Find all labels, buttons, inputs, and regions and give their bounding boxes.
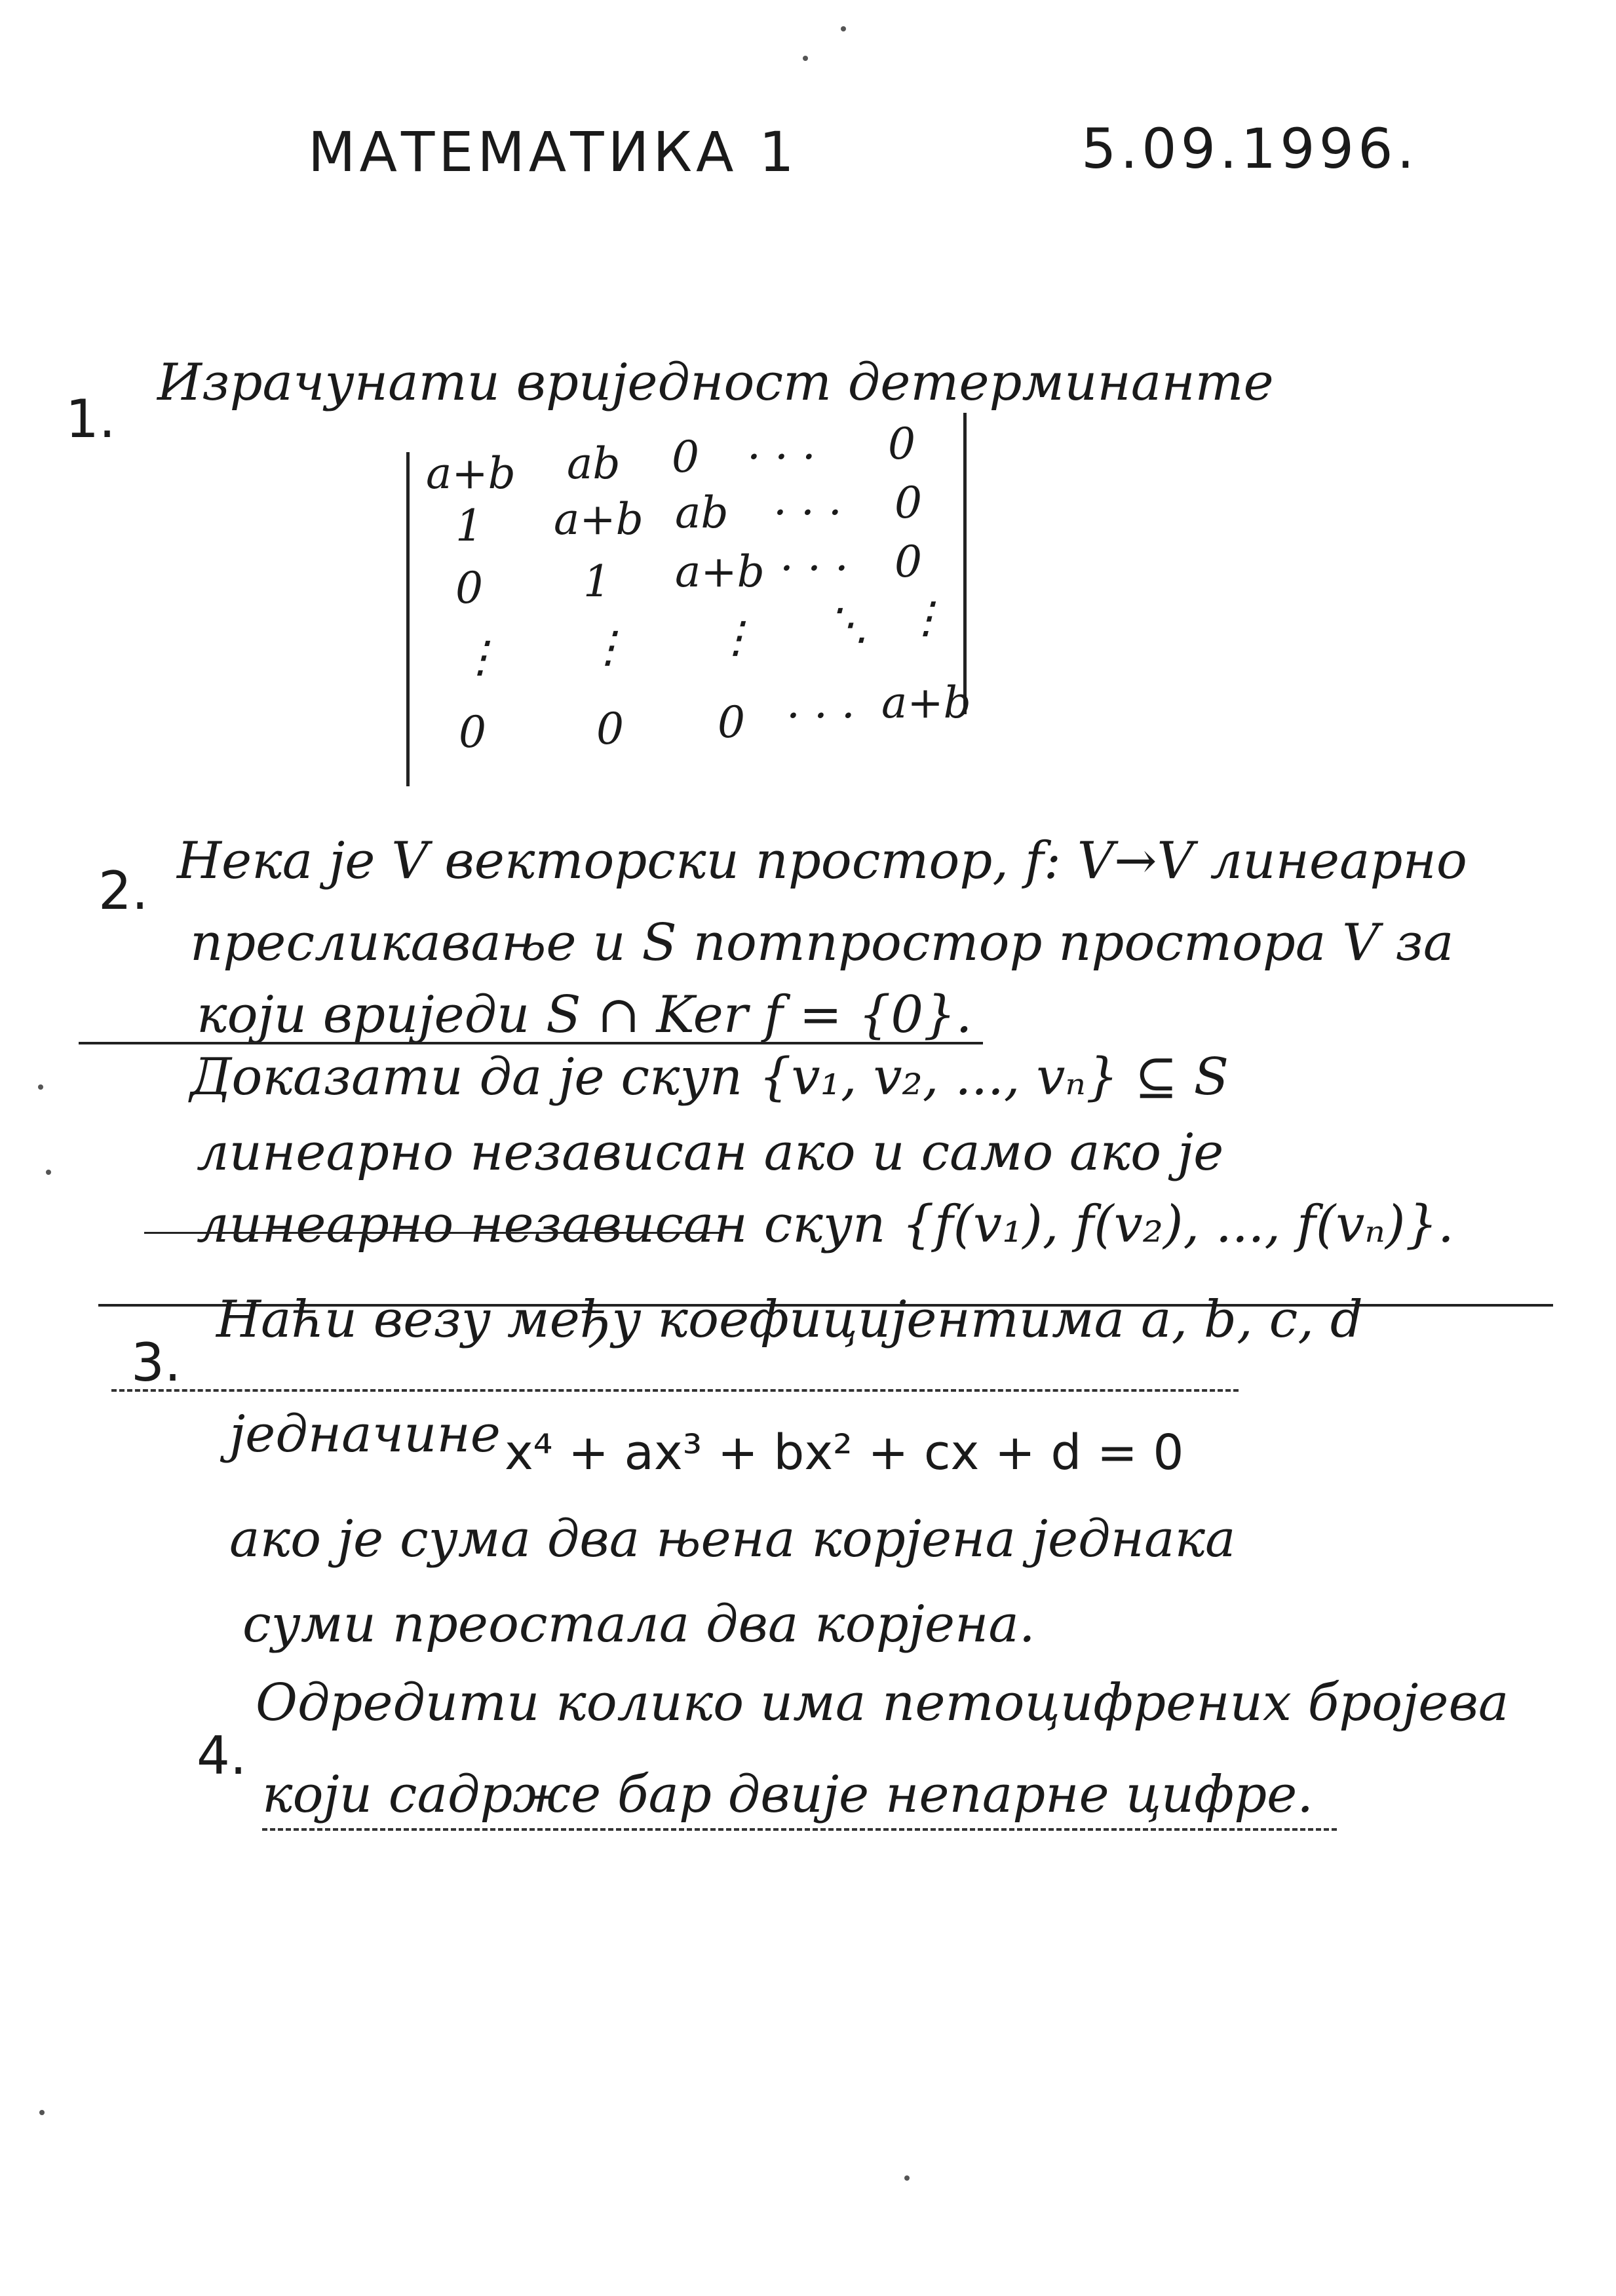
matrix-cell: 0 — [895, 537, 922, 587]
problem-4-underline — [262, 1828, 1337, 1831]
matrix-cell: 0 — [888, 419, 915, 469]
scan-speck — [46, 1170, 51, 1175]
matrix-cell: · · · — [786, 691, 855, 741]
problem-3-line-1: Наћи везу међу коефицијентима a, b, c, d — [216, 1290, 1363, 1349]
scan-speck — [841, 26, 846, 31]
problem-4-line-2: који садрже бар двије непарне цифре. — [262, 1765, 1314, 1824]
problem-2-line-5: линеарно независан ако и само ако је — [197, 1123, 1224, 1182]
matrix-cell: ab — [675, 488, 729, 538]
scan-speck — [904, 2175, 910, 2181]
determinant-right-bar — [963, 413, 967, 714]
matrix-cell: 0 — [596, 704, 624, 754]
scan-speck — [38, 1084, 43, 1090]
matrix-cell: 0 — [455, 563, 483, 613]
problem-3-number: 3. — [131, 1332, 182, 1393]
matrix-cell: · · · — [773, 488, 842, 538]
matrix-cell: 0 — [895, 478, 922, 528]
problem-4-line-1: Одредити колико има петоцифрених бројева — [256, 1674, 1509, 1732]
problem-3-line-4: ако је сума два њена корјена једнака — [229, 1510, 1236, 1569]
problem-4-number: 4. — [197, 1725, 247, 1786]
problem-2-strikethrough — [144, 1232, 721, 1234]
determinant-left-bar — [406, 452, 410, 786]
scan-speck — [39, 2110, 45, 2115]
problem-1-number: 1. — [66, 389, 116, 450]
matrix-cell: · · · — [780, 543, 849, 594]
matrix-cell: a+b — [554, 494, 644, 545]
determinant-matrix — [393, 406, 970, 773]
problem-2-line-6: линеарно независан скуп {f(v₁), f(v₂), ..., f(vₙ)}. — [197, 1195, 1454, 1254]
matrix-cell: ⋱ — [826, 599, 869, 649]
problem-3-equation: x⁴ + ax³ + bx² + cx + d = 0 — [505, 1425, 1184, 1481]
problem-3-line-2: једначине — [229, 1405, 501, 1464]
problem-2-separator-line — [79, 1042, 983, 1044]
matrix-cell: a+b — [881, 678, 971, 728]
matrix-cell: a+b — [675, 546, 765, 597]
scan-speck — [803, 56, 808, 61]
matrix-cell: ⋮ — [904, 592, 948, 643]
problem-2-number: 2. — [98, 860, 149, 921]
matrix-cell: ⋮ — [459, 632, 502, 682]
exam-date: 5.09.1996. — [1081, 117, 1419, 181]
matrix-cell: 0 — [672, 432, 699, 482]
matrix-cell: 0 — [459, 707, 486, 757]
problem-1-line-1: Израчунати вриједност детерминанте — [157, 353, 1274, 412]
matrix-cell: 1 — [583, 556, 611, 607]
matrix-cell: 1 — [455, 501, 483, 551]
problem-2-line-3: који вриједи S ∩ Ker f = {0}. — [197, 985, 972, 1044]
problem-2-line-2: пресликавање и S потпростор простора V за — [190, 913, 1454, 972]
matrix-cell: 0 — [718, 697, 745, 748]
matrix-cell: · · · — [747, 432, 816, 482]
matrix-cell: ab — [567, 438, 621, 489]
matrix-cell: a+b — [426, 448, 516, 499]
problem-2-line-1: Нека је V векторски простор, f: V→V линеарно — [177, 832, 1467, 890]
matrix-cell: ⋮ — [587, 622, 630, 672]
matrix-cell: ⋮ — [714, 612, 758, 662]
problem-3-underline — [111, 1389, 1239, 1392]
problem-3-line-5: суми преостала два корјена. — [242, 1595, 1035, 1654]
problem-2-line-4: Доказати да је скуп {v₁, v₂, ..., vₙ} ⊆ S — [190, 1048, 1229, 1107]
exam-title: МАТЕМАТИКА 1 — [308, 120, 798, 184]
